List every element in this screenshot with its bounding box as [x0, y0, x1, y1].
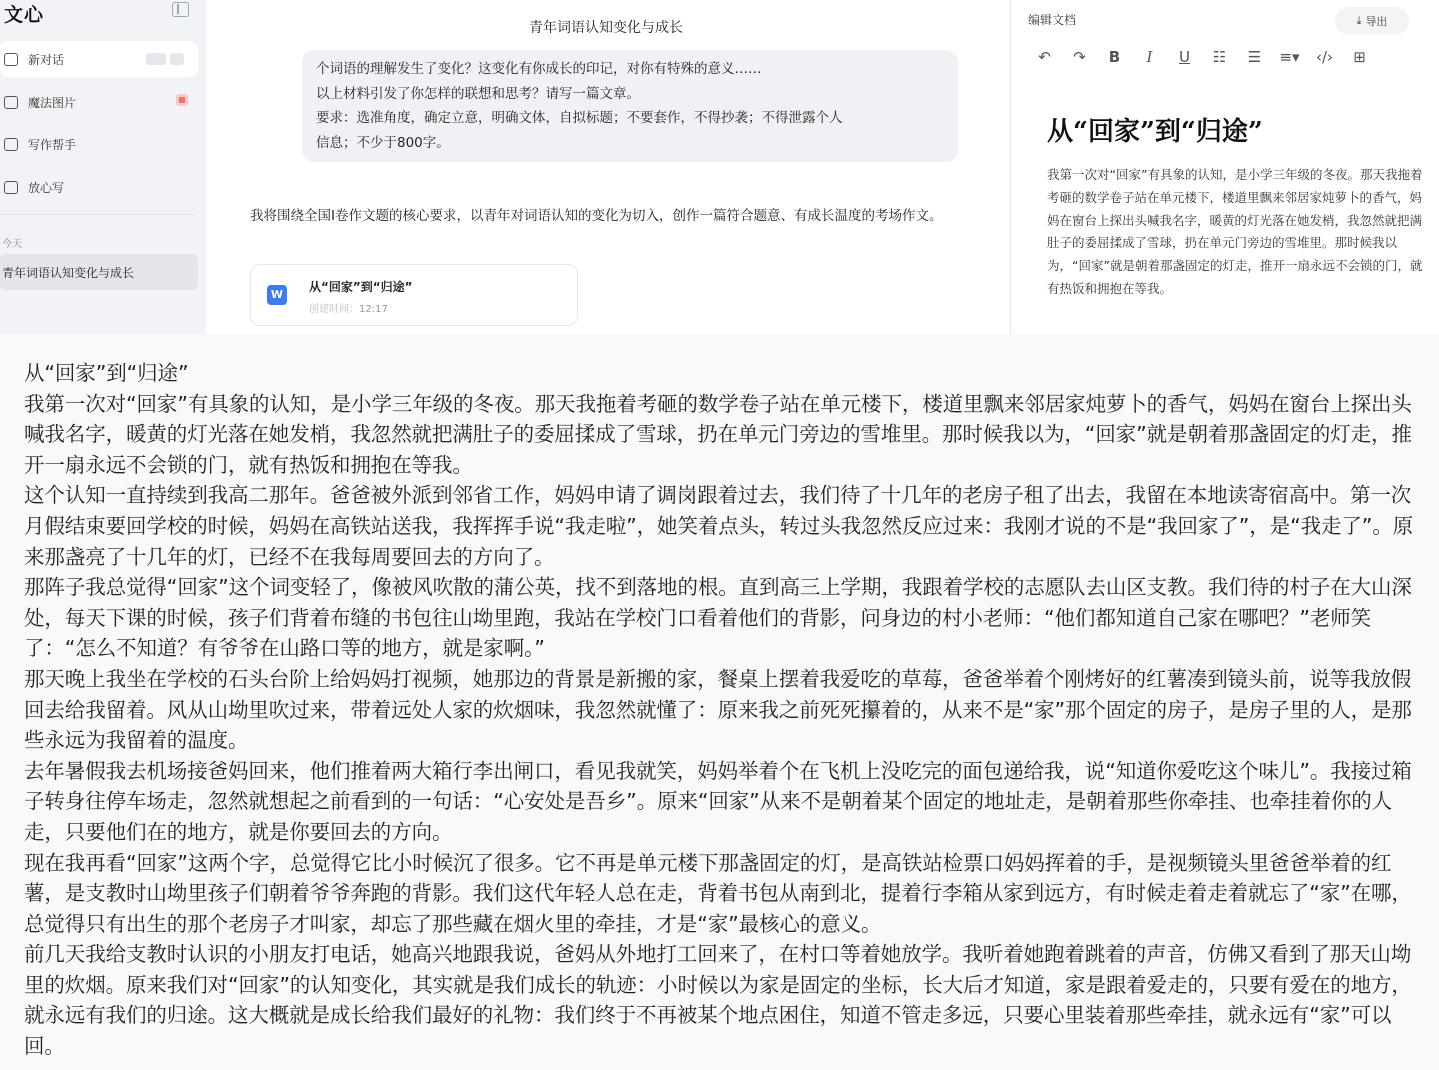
editor-toolbar	[1027, 48, 1377, 66]
document-editor	[1010, 0, 1439, 334]
sidebar-divider	[0, 214, 196, 215]
code-icon[interactable]: ‹/›	[1315, 48, 1334, 66]
new-chat-icon	[4, 53, 18, 66]
user-message-line: 信息；不少于800字。	[316, 134, 450, 151]
export-button[interactable]	[1335, 7, 1409, 35]
brand-logo: 文心	[4, 4, 45, 26]
user-message	[302, 50, 958, 162]
document-icon	[4, 181, 18, 194]
article-paragraph: 那天晚上我坐在学校的石头台阶上给妈妈打视频，她那边的背景是新搬的家，餐桌上摆着我爱吃的草莓，爸爸举着个刚烤好的红薯凑到镜头前，说等我放假回去给我留着。风从山坳里吹过来，带着远处人家的炊烟味，我忽然就懂了：原来我之前死死攥着的，从来不是“家”那个固定的房子，是房子里的人，是那些永远为我留着的温度。	[24, 666, 1412, 753]
chat-title: 青年词语认知变化与成长	[529, 20, 683, 36]
chat-panel	[206, 0, 1006, 334]
user-message-line: 要求：选准角度，确定立意，明确文体，自拟标题；不要套作，不得抄袭；不得泄露个人	[316, 110, 843, 126]
sidebar-collapse-icon[interactable]	[172, 2, 189, 17]
undo-icon[interactable]: ↶	[1038, 48, 1051, 66]
article-text	[0, 334, 1439, 1070]
sidebar-item-label: 写作帮手	[28, 137, 77, 152]
conversation-item[interactable]: 青年词语认知变化与成长	[0, 254, 198, 290]
document-card[interactable]	[250, 264, 578, 326]
user-message-line: 个词语的理解发生了变化？这变化有你成长的印记，对你有特殊的意义……	[316, 61, 762, 77]
article-paragraph: 去年暑假我去机场接爸妈回来，他们推着两大箱行李出闸口，看见我就笑，妈妈举着个在飞机上没吃完的面包递给我，说“知道你爱吃这个味儿”。我接过箱子转身往停车场走，忽然就想起之前看到的一句话：“心安处是吾乡”。原来“回家”从来不是朝着某个固定的地址走，是朝着那些你牵挂、也牵挂着你的人走，只要他们在的地方，就是你要回去的方向。	[24, 758, 1412, 844]
sidebar-item-magic-image[interactable]	[0, 84, 198, 120]
document-card-time	[309, 300, 388, 315]
sidebar-item-new-chat[interactable]	[0, 41, 198, 77]
document-card-time-label: 创建时间：	[309, 304, 359, 315]
bold-icon[interactable]: B	[1108, 48, 1121, 66]
export-label: 导出	[1365, 15, 1388, 28]
editor-label: 编辑文档	[1028, 13, 1077, 27]
document-card-time-value: 12:17	[359, 304, 388, 315]
sidebar-item-free-write[interactable]	[0, 169, 198, 205]
document-title: 从“回家”到“归途”	[1047, 117, 1263, 147]
align-icon[interactable]: ≡▾	[1279, 48, 1300, 66]
sidebar	[0, 0, 206, 334]
download-icon: ⤓	[1356, 14, 1362, 27]
document-body[interactable]: 我第一次对“回家”有具象的认知，是小学三年级的冬夜。那天我拖着考砸的数学卷子站在单元楼下，楼道里飘来邻居家炖萝卜的香气，妈妈在窗台上探出头喊我名字，暖黄的灯光落在她发梢，我忽然就把满肚子的委屈揉成了雪球，扔在单元门旁边的雪堆里。那时候我以为，“回家”就是朝着那盏固定的灯走，推开一扇永远不会锁的门，就有热饭和拥抱在等我。	[1047, 167, 1423, 296]
article-paragraph: 现在我再看“回家”这两个字，总觉得它比小时候沉了很多。它不再是单元楼下那盏固定的灯，是高铁站检票口妈妈挥着的手，是视频镜头里爸爸举着的红薯，是支教时山坳里孩子们朝着爷爷奔跑的背影。我们这代年轻人总在走，背着书包从南到北，提着行李箱从家到远方，有时候走着走着就忘了“家”在哪，总觉得只有出生的那个老房子才叫家，却忘了那些藏在烟火里的牵挂，才是“家”最核心的意义。	[24, 850, 1412, 936]
assistant-message: 我将围绕全国I卷作文题的核心要求，以青年对词语认知的变化为切入，创作一篇符合题意、有成长温度的考场作文。	[250, 208, 943, 224]
article-title: 从“回家”到“归途”	[24, 361, 189, 385]
image-icon	[4, 96, 18, 109]
ordered-list-icon[interactable]: ☷	[1212, 48, 1227, 66]
history-section-label: 今天	[2, 239, 22, 250]
article-paragraph: 这个认知一直持续到我高二那年。爸爸被外派到邻省工作，妈妈申请了调岗跟着过去，我们待了十几年的老房子租了出去，我留在本地读寄宿高中。第一次月假结束要回学校的时候，妈妈在高铁站送我，我挥挥手说“我走啦”，她笑着点头，转过头我忽然反应过来：我刚才说的不是“我回家了”，是“我走了”。原来那盏亮了十几年的灯，已经不在我每周要回去的方向了。	[24, 483, 1414, 569]
sidebar-item-label: 新对话	[28, 52, 65, 67]
word-doc-icon: W	[267, 285, 287, 305]
shortcut-key	[170, 53, 184, 65]
sidebar-item-writing-helper[interactable]	[0, 126, 198, 162]
article-paragraph: 前几天我给支教时认识的小朋友打电话，她高兴地跟我说，爸妈从外地打工回来了，在村口等着她放学。我听着她跑着跳着的声音，仿佛又看到了那天山坳里的炊烟。原来我们对“回家”的认知变化，其实就是我们成长的轨迹：小时候以为家是固定的坐标，长大后才知道，家是跟着爱走的，只要有爱在的地方，就永远有我们的归途。这大概就是成长给我们最好的礼物：我们终于不再被某个地点困住，知道不管走多远，只要心里装着那些牵挂，就永远有“家”可以回。	[24, 942, 1412, 1059]
underline-icon[interactable]: U	[1179, 48, 1190, 66]
italic-icon[interactable]: I	[1146, 48, 1153, 66]
app-screenshot	[0, 0, 1439, 334]
new-badge-icon	[176, 94, 188, 106]
bullet-list-icon[interactable]: ☰	[1247, 48, 1262, 66]
writing-icon	[4, 138, 18, 151]
table-icon[interactable]: ⊞	[1353, 48, 1366, 66]
redo-icon[interactable]: ↷	[1073, 48, 1086, 66]
shortcut-key	[146, 53, 166, 65]
sidebar-item-label: 放心写	[28, 180, 65, 195]
article-paragraph: 那阵子我总觉得“回家”这个词变轻了，像被风吹散的蒲公英，找不到落地的根。直到高三上学期，我跟着学校的志愿队去山区支教。我们待的村子在大山深处，每天下课的时候，孩子们背着布缝的书包往山坳里跑，我站在学校门口看着他们的背影，问身边的村小老师：“他们都知道自己家在哪吧？”老师笑了：“怎么不知道？有爷爷在山路口等的地方，就是家啊。”	[24, 575, 1412, 661]
user-message-line: 以上材料引发了你怎样的联想和思考？请写一篇文章。	[316, 85, 640, 102]
document-card-title: 从“回家”到“归途”	[309, 280, 413, 294]
sidebar-item-label: 魔法图片	[28, 95, 77, 110]
article-paragraph: 我第一次对“回家”有具象的认知，是小学三年级的冬夜。那天我拖着考砸的数学卷子站在单元楼下，楼道里飘来邻居家炖萝卜的香气，妈妈在窗台上探出头喊我名字，暖黄的灯光落在她发梢，我忽然就把满肚子的委屈揉成了雪球，扔在单元门旁边的雪堆里。那时候我以为，“回家”就是朝着那盏固定的灯走，推开一扇永远不会锁的门，就有热饭和拥抱在等我。	[24, 391, 1412, 477]
